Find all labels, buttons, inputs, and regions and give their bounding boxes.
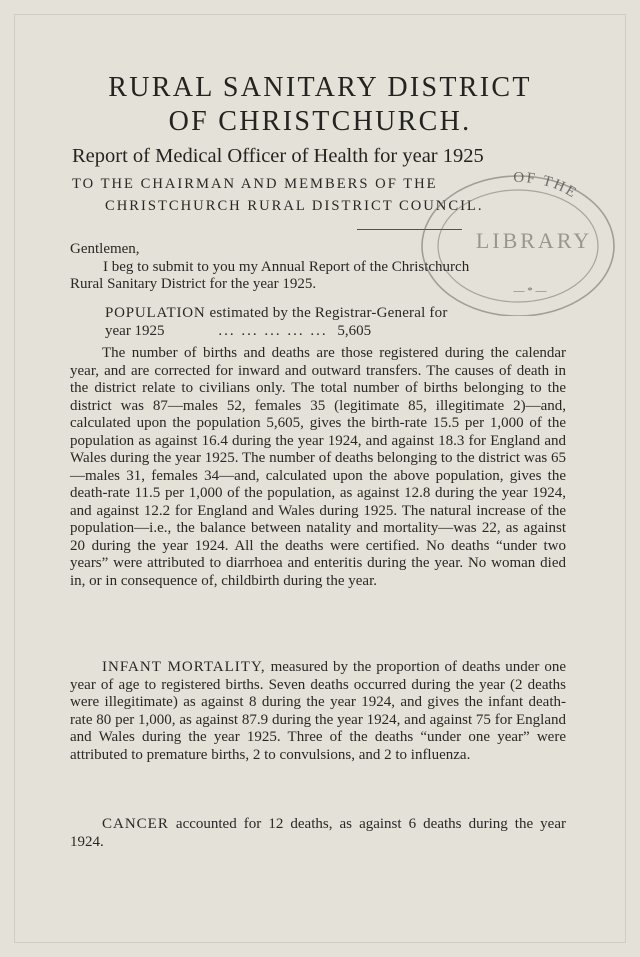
intro-line-2: Rural Sanitary District for the year 1925. [70,276,317,292]
salutation: Gentlemen, [70,241,140,257]
cancer-heading: CANCER [102,816,169,832]
library-stamp-icon [408,166,628,316]
population-heading-line [105,304,448,322]
population-text: estimated by the Registrar-General for [209,305,448,321]
report-subtitle: Report of Medical Officer of Health for year 1925 [72,145,484,167]
infant-mortality-paragraph [70,659,566,764]
population-year-line [105,322,371,340]
address-line-1: TO THE CHAIRMAN AND MEMBERS OF THE [72,176,438,192]
infant-mortality-text: measured by the proportion of deaths under one year of age to registered births. Seven deaths occurred during the year (2 deaths were illegitimate) as against 8 during the year 1924, and gives the infant death-rate 80 per 1,000, as against 87.9 during the year 1924, and against 75 for England and Wales during the year 1925. Three of the deaths “under one year” were attributed to premature births, 2 to convulsions, and 2 to influenza. [70,659,567,763]
svg-text:OF THE [513,170,580,202]
cancer-text: accounted for 12 deaths, as against 6 deaths during the year 1924. [70,816,566,850]
population-leader-dots: ... ... ... ... ... [218,323,328,339]
population-heading: POPULATION [105,305,206,321]
title-line-2: OF CHRISTCHURCH. [168,106,472,137]
cancer-paragraph [70,816,566,851]
title-line-1: RURAL SANITARY DISTRICT [108,72,532,103]
stamp-center-text: LIBRARY [475,228,593,253]
population-value: 5,605 [337,323,372,339]
population-year-label: year 1925 [105,323,165,339]
stamp-ring-text: OF THE [513,169,581,202]
births-deaths-paragraph: The number of births and deaths are those registered during the calendar year, and are corrected for inward and outward transfers. The causes of death in the district relate to civilians only. The total number of births belonging to the district was 87—males 52, females 35 (legitimate 85, illegitimate 2)—and, calculated upon the population 5,605, gives the birth-rate 15.5 per 1,000 of the population as against 16.4 during the year 1924, and against 18.3 for England and Wales during the year 1925. The number of deaths belonging to the district was 65—males 31, females 34—and, calculated upon the above population, gives the death-rate 11.5 per 1,000 of the population, as against 12.8 during the year 1924, and against 12.2 for England and Wales during 1925. The natural increase of the population—i.e., the balance between natality and mortality—was 22, as against 20 during the year 1924. All the deaths were certified. No deaths “under two years” were attributed to diarrhoea and enteritis during the year. No woman died in, or in consequence of, childbirth during the year. [70,345,566,589]
intro-line-1: I beg to submit to you my Annual Report of the Christchurch [103,259,470,275]
address-line-2: CHRISTCHURCH RURAL DISTRICT COUNCIL. [105,198,484,214]
stamp-ornament: — * — [513,285,547,297]
infant-mortality-heading: INFANT MORTALITY, [102,659,266,675]
